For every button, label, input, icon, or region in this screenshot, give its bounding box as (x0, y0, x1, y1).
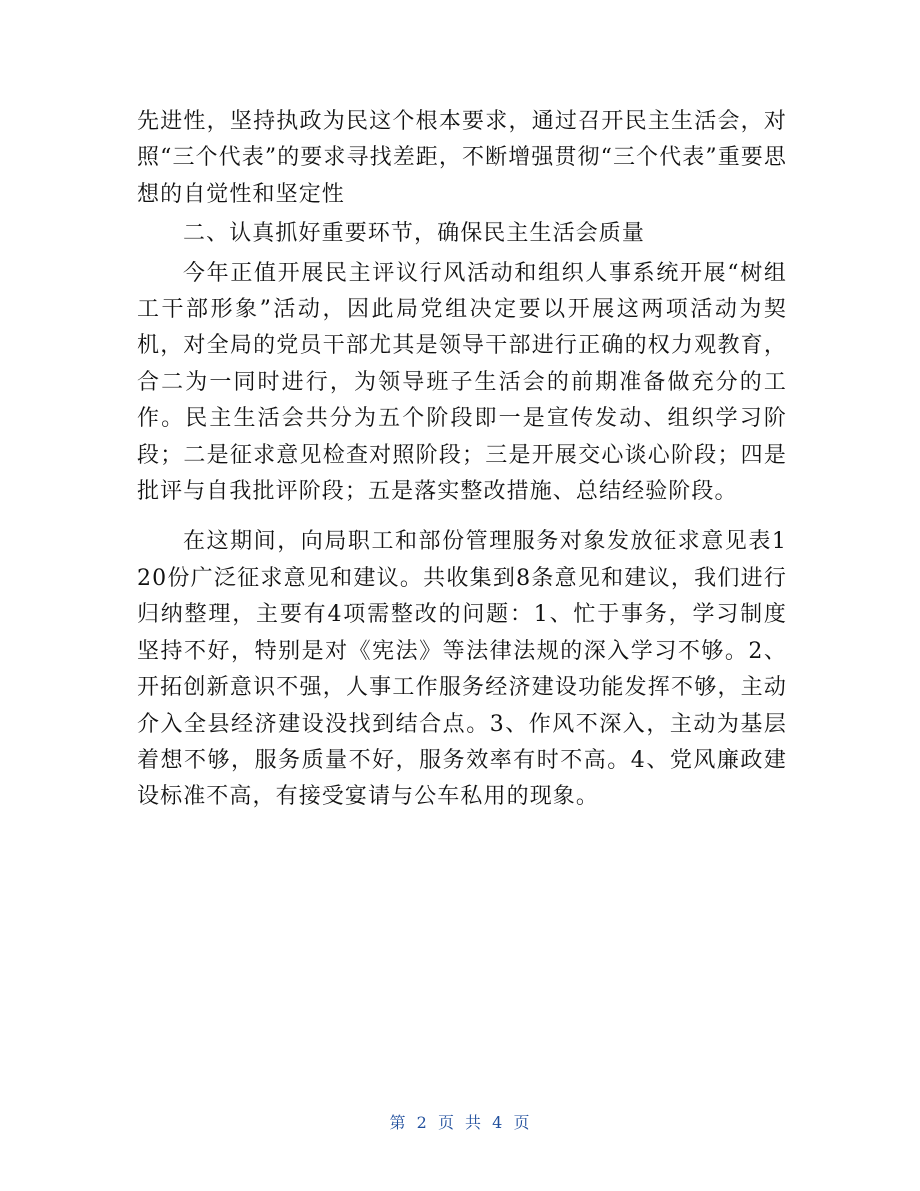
paragraph-feedback: 在这期间，向局职工和部份管理服务对象发放征求意见表120份广泛征求意见和建议。共收集到8条意见和建议，我们进行归纳整理，主要有4项需整改的问题：1、忙于事务，学习制度坚持不好，特别是对《宪法》等法律法规的深入学习不够。2、开拓创新意识不强，人事工作服务经济建设功能发挥不够，主动介入全县经济建设没找到结合点。3、作风不深入，主动为基层着想不够，服务质量不好，服务效率有时不高。4、党风廉政建设标准不高，有接受宴请与公车私用的现象。 (137, 529, 787, 810)
page-number-footer (0, 1113, 920, 1133)
footer-page-label: 第 (389, 1113, 407, 1132)
paragraph-continuation: 先进性，坚持执政为民这个根本要求，通过召开民主生活会，对照“三个代表”的要求寻找差距，不断增强贯彻“三个代表”重要思想的自觉性和坚定性 (137, 109, 787, 207)
section-heading: 二、认真抓好重要环节，确保民主生活会质量 (183, 221, 646, 247)
footer-total-unit: 页 (513, 1113, 531, 1132)
footer-total-label: 共 (465, 1113, 483, 1132)
document-body (137, 104, 787, 816)
footer-total-pages: 4 (492, 1113, 504, 1132)
paragraph-stages: 今年正值开展民主评议行风活动和组织人事系统开展“树组工干部形象”活动，因此局党组决定要以开展这两项活动为契机，对全局的党员干部尤其是领导干部进行正确的权力观教育，合二为一同时进行，为领导班子生活会的前期准备做充分的工作。民主生活会共分为五个阶段即一是宣传发动、组织学习阶段；二是征求意见检查对照阶段；三是开展交心谈心阶段；四是批评与自我批评阶段；五是落实整改措施、总结经验阶段。 (137, 260, 787, 505)
footer-current-page: 2 (416, 1113, 428, 1132)
footer-page-unit: 页 (437, 1113, 455, 1132)
